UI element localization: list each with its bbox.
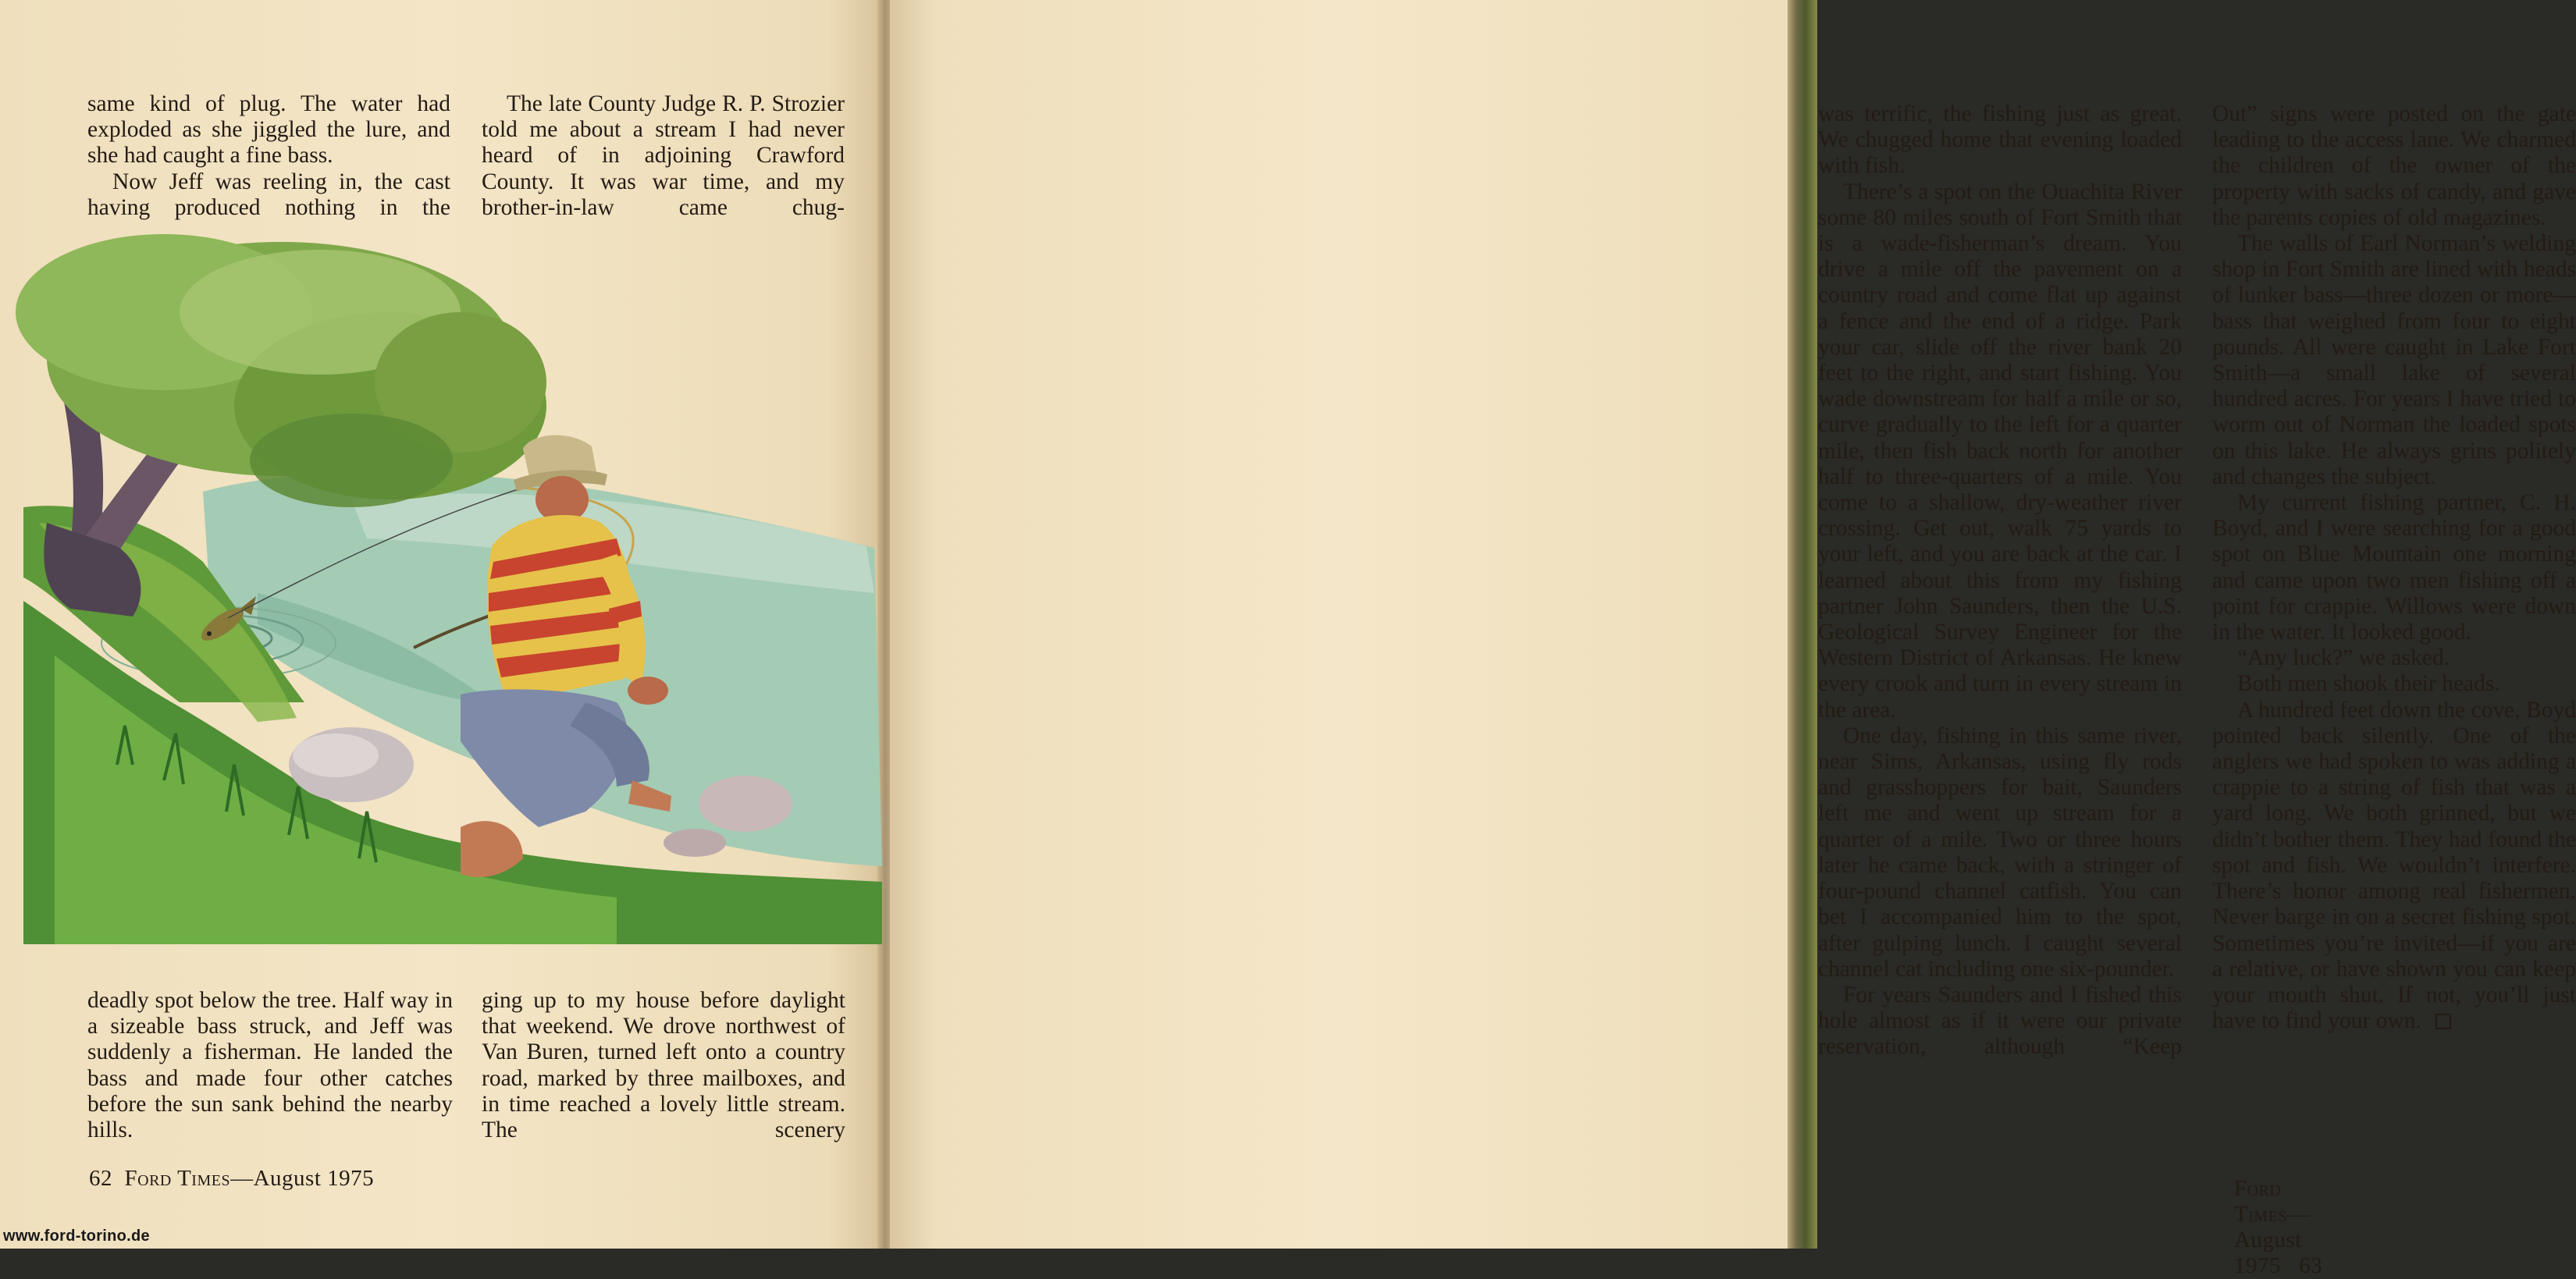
left-column-2-top (482, 91, 845, 221)
paragraph: There’s a spot on the Ouachita River some 80 miles south of Fort Smith that is a wade-fisherman’s dream. You drive a mile off the pavement on a country road and come flat up against a fence and the end of a ridge. Park your car, slide off the river bank 20 feet to the right, and start fishing. You wade downstream for half a mile or so, curve gradually to the left for a quarter mile, then fish back north for another half to three-quarters of a mile. You come to a shallow, dry-weather river crossing. Get out, walk 75 yards to your left, and you are back at the car. I learned about this from my fishing partner John Saunders, then the U.S. Geological Survey Engineer for the Western District of Arkansas. He knew every crook and turn in every stream in the area. (1818, 179, 2182, 723)
paragraph: deadly spot below the tree. Half way in a sizeable bass struck, and Jeff was suddenly a fisherman. He landed the bass and made four other catches before the sun sank behind the nearby hills. (87, 988, 453, 1143)
final-paragraph-text: A hundred feet down the cove, Boyd pointed back silently. One of the anglers we had spoken to was adding a crappie to a string of fish that was a yard long. We both grinned, but we didn’t bother them. They had found the spot and fish. We wouldn’t interfere. There’s honor among real fishermen. Never barge in on a secret fishing spot. Sometimes you’re invited—if you are a relative, or have shown you can keep your mouth shut. If not, you’ll just have to find your own. (2212, 697, 2576, 1034)
right-page (890, 0, 2576, 1278)
paragraph: My current fishing partner, C. H. Boyd, and I were searching for a good spot on Blue Mountain one morning and came upon two men fishing off a point for crappie. Willows were down in the water. It looked good. (2212, 490, 2576, 645)
end-mark-icon (2435, 1014, 2451, 1029)
left-column-2-bottom (482, 988, 845, 1143)
issue-date: —August 1975 (2234, 1202, 2311, 1278)
right-column-2 (2212, 101, 2576, 1034)
paragraph: The walls of Earl Norman’s welding shop in Fort Smith are lined with heads of lunker bass—three dozen or more—bass that weighed from four to eight pounds. All were caught in Lake Fort Smith—a small lake of several hundred acres. For years I have tried to worm out of Norman the loaded spots on this lake. He always grins politely and changes the subject. (2212, 231, 2576, 489)
fishing-illustration (23, 265, 890, 944)
paragraph: One day, fishing in this same river, near Sims, Arkansas, using fly rods and grasshoppers for bait, Saunders left me and went up stream for a quarter of a mile. Two or three hours later he came back, with a stringer of four-pound channel catfish. You can bet I accompanied him to the spot, after gulping lunch. I caught several channel cat including one six-pounder. (1818, 723, 2182, 982)
paragraph: Both men shook their heads. (2237, 671, 2500, 697)
paragraph: “Any luck?” we asked. (2237, 645, 2450, 671)
page-number: 62 (89, 1166, 112, 1191)
paragraph: same kind of plug. The water had exploded as she jiggled the lure, and she had caught a fine bass. (87, 91, 450, 169)
next-page-edge (1788, 0, 1817, 1249)
left-column-1-bottom (87, 988, 453, 1143)
magazine-name: Ford Times (2234, 1176, 2287, 1227)
paragraph: The late County Judge R. P. Strozier told me about a stream I had never heard of in adjoining Crawford County. It was war time, and my brother-in-law came chug- (482, 91, 845, 220)
page-folio-right (2234, 1176, 2322, 1279)
paragraph: Now Jeff was reeling in, the cast having produced nothing in the (87, 169, 450, 220)
issue-date: —August 1975 (230, 1166, 375, 1191)
paragraph: Out” signs were posted on the gate leading to the access lane. We charmed the children of the owner of the property with sacks of candy, and gave the parents copies of old magazines. (2212, 101, 2576, 230)
website-watermark: www.ford-torino.de (3, 1227, 150, 1245)
paragraph: For years Saunders and I fished this hole almost as if it were our private reservation, although “Keep (1818, 982, 2182, 1060)
page-number: 63 (2299, 1253, 2323, 1278)
right-column-1 (1818, 101, 2182, 1061)
left-column-1-top (87, 91, 450, 221)
page-folio-left (89, 1166, 374, 1192)
magazine-name: Ford Times (124, 1166, 231, 1191)
paragraph: ging up to my house before daylight that weekend. We drove northwest of Van Buren, turned left onto a country road, marked by three mailboxes, and in time reached a lovely little stream. The scenery (482, 988, 845, 1143)
paragraph-final (2212, 698, 2576, 1035)
paragraph: was terrific, the fishing just as great. We chugged home that evening loaded with fish. (1818, 101, 2182, 179)
